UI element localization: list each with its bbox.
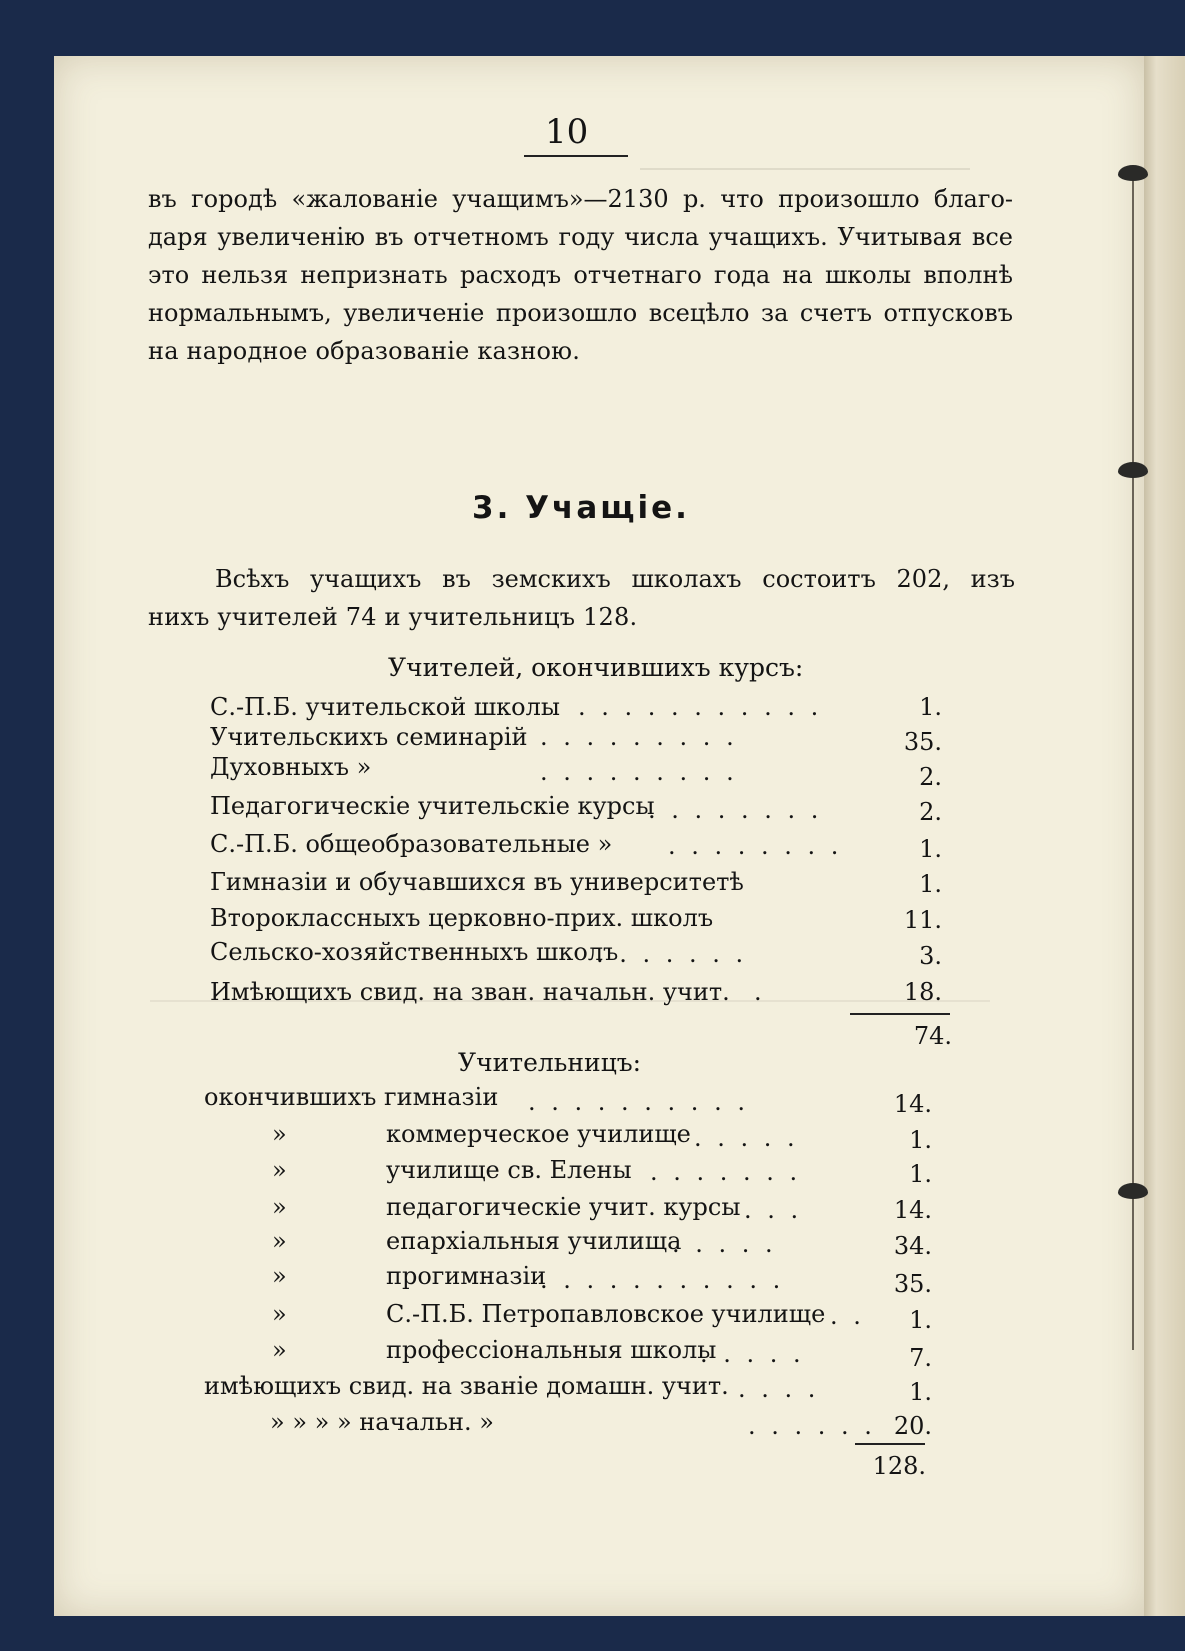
row-label: училище св. Елены <box>386 1156 632 1184</box>
row-label: окончившихъ гимназіи <box>204 1083 499 1111</box>
row-value: 7. <box>909 1344 932 1372</box>
row-value: 18. <box>903 978 942 1006</box>
teachers-f-total: 128. <box>872 1452 926 1480</box>
row-value: 1. <box>919 870 942 898</box>
ditto-mark: » <box>272 1300 287 1328</box>
row-label: С.-П.Б. Петропавловское училище <box>386 1300 826 1328</box>
row-value: 1. <box>919 835 942 863</box>
row-value: 1. <box>919 693 942 721</box>
ditto-mark: » <box>272 1120 287 1148</box>
row-value: 35. <box>893 1270 932 1298</box>
row-label: епархіальныя училища <box>386 1227 682 1255</box>
row-dots: . . . . . . <box>748 1412 876 1440</box>
page-edge <box>1144 56 1185 1616</box>
text-line: нормальнымъ, увеличеніе произошло всецѣло за счетъ отпусковъ <box>148 299 1013 327</box>
row-label: профессіональныя школы <box>386 1336 717 1364</box>
row-dots: . . . . . . . . . . <box>528 1088 749 1116</box>
summary-line: Всѣхъ учащихъ въ земскихъ школахъ состоитъ 202, изъ <box>215 565 1015 593</box>
row-dots: . . . . . . . . . <box>540 758 738 786</box>
teachers-f-heading: Учительницъ: <box>458 1048 642 1077</box>
row-value: 1. <box>909 1126 932 1154</box>
ditto-mark: » <box>272 1262 287 1290</box>
binding-stitch <box>1118 1183 1148 1199</box>
row-value: 14. <box>893 1196 932 1224</box>
row-dots: . . . <box>744 1196 803 1224</box>
text-line: на народное образованіе казною. <box>148 337 581 365</box>
text-line: это нельзя непризнать расходъ отчетнаго года на школы вполнѣ <box>148 261 1013 289</box>
binding-thread <box>1132 170 1134 1350</box>
row-value: 11. <box>903 906 942 934</box>
row-label: С.-П.Б. учительской школы <box>210 693 560 721</box>
binding-stitch <box>1118 165 1148 181</box>
page-number: 10 <box>545 112 589 152</box>
teachers-total: 74. <box>913 1022 952 1050</box>
row-dots: . . . . . . . . . . . <box>578 693 823 721</box>
row-label: Духовныхъ » <box>210 753 372 781</box>
section-title: 3. Учащіе. <box>472 490 690 526</box>
row-value: 1. <box>909 1306 932 1334</box>
text-line: въ городѣ «жалованіе учащимъ»—2130 р. что произошло благо- <box>148 185 1013 213</box>
total-rule <box>855 1443 925 1445</box>
row-value: 2. <box>919 763 942 791</box>
summary-line: нихъ учителей 74 и учительницъ 128. <box>148 603 638 631</box>
row-label: Сельско-хозяйственныхъ школъ <box>210 938 619 966</box>
total-rule <box>850 1013 950 1015</box>
row-dots: . . . . . <box>700 1340 805 1368</box>
ditto-mark: » <box>272 1336 287 1364</box>
row-label: Учительскихъ семинарій <box>210 723 528 751</box>
row-value: 34. <box>893 1232 932 1260</box>
row-dots: . . . . . . . <box>596 940 748 968</box>
row-dots: . . . . . . . . . . . <box>540 1266 785 1294</box>
row-label: Имѣющихъ свид. на зван. начальн. учит. <box>210 978 730 1006</box>
row-label: коммерческое училище <box>386 1120 691 1148</box>
row-label: С.-П.Б. общеобразовательные » <box>210 830 613 858</box>
row-value: 35. <box>903 728 942 756</box>
header-rule <box>524 155 628 157</box>
row-label: » » » » начальн. » <box>270 1408 494 1436</box>
row-dots: . . . . . . . <box>650 1158 802 1186</box>
row-value: 1. <box>909 1378 932 1406</box>
row-label: имѣющихъ свид. на званіе домашн. учит. <box>204 1372 729 1400</box>
row-label: Гимназіи и обучавшихся въ университетѣ <box>210 868 744 896</box>
row-label: Второклассныхъ церковно-прих. школъ <box>210 904 714 932</box>
row-dots: . . . . <box>738 1375 820 1403</box>
row-value: 20. <box>893 1412 932 1440</box>
ditto-mark: » <box>272 1227 287 1255</box>
row-dots: . . . . . . . . . <box>540 723 738 751</box>
row-dots: . . . . . . . . <box>668 832 843 860</box>
ditto-mark: » <box>272 1193 287 1221</box>
row-value: 3. <box>919 942 942 970</box>
row-value: 14. <box>893 1090 932 1118</box>
binding-stitch <box>1118 462 1148 478</box>
row-label: педагогическіе учит. курсы <box>386 1193 741 1221</box>
row-dots: . . . . . . . . <box>648 796 823 824</box>
row-dots: . . . . . <box>672 1230 777 1258</box>
row-value: 1. <box>909 1160 932 1188</box>
show-through <box>640 168 970 170</box>
row-dots: . <box>754 978 766 1006</box>
row-label: прогимназіи <box>386 1262 547 1290</box>
ditto-mark: » <box>272 1156 287 1184</box>
teachers-heading: Учителей, окончившихъ курсъ: <box>388 653 804 682</box>
row-dots: . . . . . <box>694 1124 799 1152</box>
row-value: 2. <box>919 798 942 826</box>
row-label: Педагогическіе учительскіе курсы <box>210 792 655 820</box>
text-line: даря увеличенію въ отчетномъ году числа учащихъ. Учитывая все <box>148 223 1013 251</box>
row-dots: . . <box>830 1302 865 1330</box>
